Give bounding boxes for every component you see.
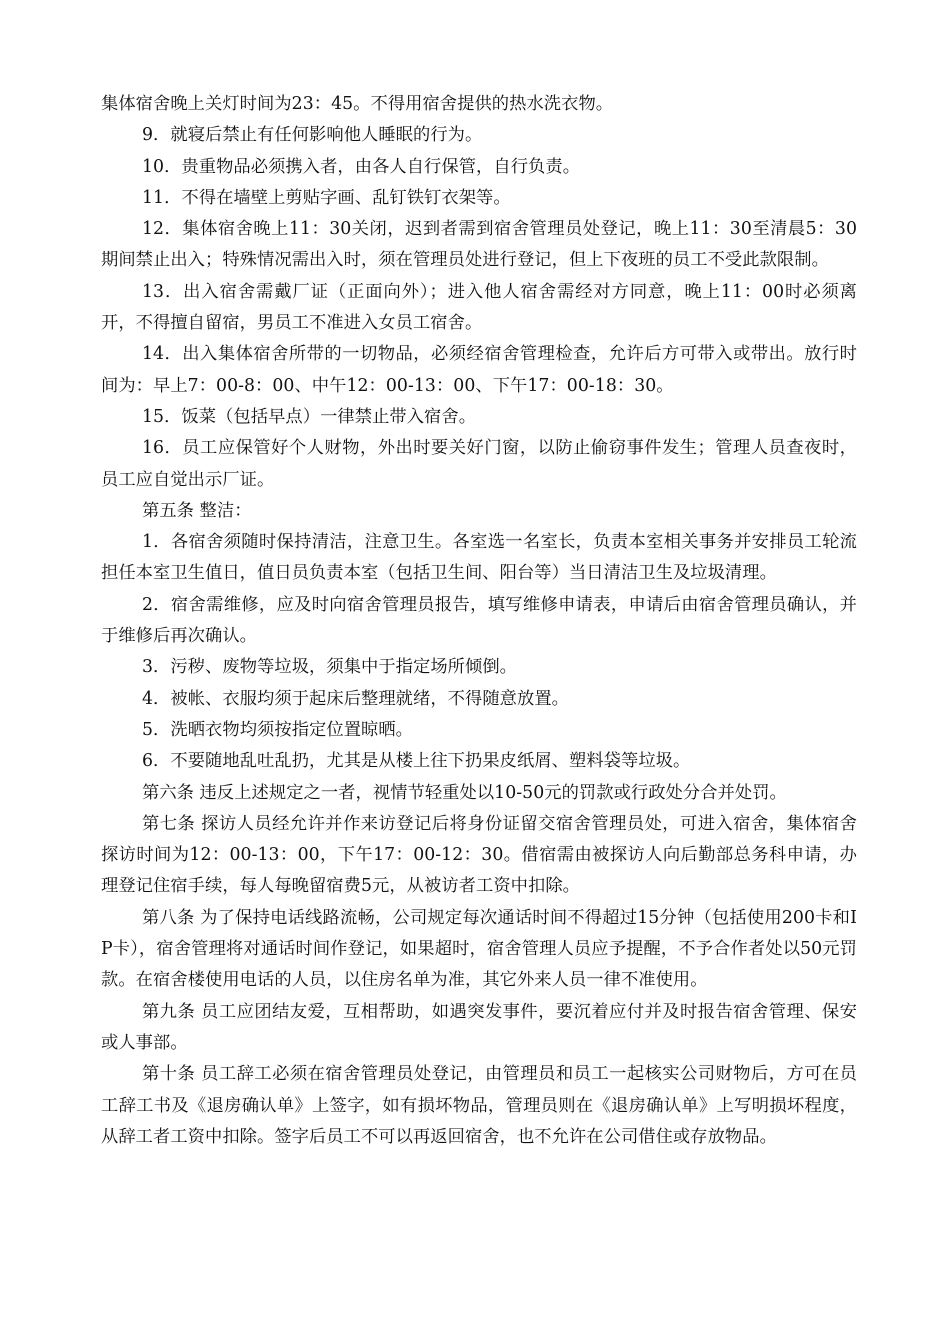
paragraph-article-8: 第八条 为了保持电话线路流畅，公司规定每次通话时间不得超过15分钟（包括使用200卡和IP卡），宿舍管理将对通话时间作登记，如果超时，宿舍管理人员应予提醒，不予合作者处以50元罚款。在宿舍楼使用电话的人员，以住房名单为准，其它外来人员一律不准使用。 (101, 907, 857, 991)
paragraph-cleanliness-4: 4．被帐、衣服均须于起床后整理就绪，不得随意放置。 (142, 688, 569, 709)
paragraph-cleanliness-2: 2．宿舍需维修，应及时向宿舍管理员报告，填写维修申请表，申请后由宿舍管理员确认，并于维修后再次确认。 (101, 594, 857, 647)
paragraph-rule-13: 13．出入宿舍需戴厂证（正面向外）；进入他人宿舍需经对方同意，晚上11：00时必须离开，不得擅自留宿，男员工不准进入女员工宿舍。 (101, 281, 857, 334)
paragraph-rule-10: 10．贵重物品必须携入者，由各人自行保管，自行负责。 (142, 156, 581, 177)
paragraph-article-9: 第九条 员工应团结友爱，互相帮助，如遇突发事件，要沉着应付并及时报告宿舍管理、保安或人事部。 (101, 1001, 857, 1053)
paragraph-cleanliness-6: 6．不要随地乱吐乱扔，尤其是从楼上往下扔果皮纸屑、塑料袋等垃圾。 (142, 751, 691, 772)
paragraph-article-6: 第六条 违反上述规定之一者，视情节轻重处以10-50元的罚款或行政处分合并处罚。 (142, 782, 787, 803)
paragraph-cleanliness-1: 1．各宿舍须随时保持清洁，注意卫生。各室选一名室长，负责本室相关事务并安排员工轮流担任本室卫生值日，值日员负责本室（包括卫生间、阳台等）当日清洁卫生及垃圾清理。 (101, 532, 857, 584)
paragraph-article-10: 第十条 员工辞工必须在宿舍管理员处登记，由管理员和员工一起核实公司财物后，方可在员工辞工书及《退房确认单》上签字，如有损坏物品，管理员则在《退房确认单》上写明损坏程度，从辞工者工资中扣除。签字后员工不可以再返回宿舍，也不允许在公司借住或存放物品。 (101, 1064, 857, 1147)
paragraph-rule-11: 11．不得在墙壁上剪贴字画、乱钉铁钉衣架等。 (142, 187, 511, 208)
paragraph-rule-15: 15．饭菜（包括早点）一律禁止带入宿舍。 (142, 406, 477, 427)
section-heading-article-5: 第五条 整洁： (142, 500, 252, 521)
paragraph-cleanliness-3: 3．污秽、废物等垃圾，须集中于指定场所倾倒。 (142, 657, 518, 678)
paragraph-rule-16: 16．员工应保管好个人财物，外出时要关好门窗，以防止偷窃事件发生；管理人员查夜时，员工应自觉出示厂证。 (101, 438, 857, 490)
paragraph-rule-12: 12．集体宿舍晚上11：30关闭，迟到者需到宿舍管理员处登记，晚上11：30至清晨5：30期间禁止出入；特殊情况需出入时，须在管理员处进行登记，但上下夜班的员工不受此款限制。 (101, 219, 857, 271)
paragraph-cleanliness-5: 5．洗晒衣物均须按指定位置晾晒。 (142, 719, 414, 740)
paragraph-lights-out-rule: 集体宿舍晚上关灯时间为23：45。不得用宿舍提供的热水洗衣物。 (101, 94, 614, 114)
paragraph-rule-14: 14．出入集体宿舍所带的一切物品，必须经宿舍管理检查，允许后方可带入或带出。放行时间为：早上7：00-8：00、中午12：00-13：00、下午17：00-18：30。 (101, 344, 857, 396)
paragraph-article-7: 第七条 探访人员经允许并作来访登记后将身份证留交宿舍管理员处，可进入宿舍，集体宿舍探访时间为12：00-13：00，下午17：00-12：30。借宿需由被探访人向后勤部总务科申请，办理登记住宿手续，每人每晚留宿费5元，从被访者工资中扣除。 (101, 813, 857, 897)
document-body (101, 89, 857, 1153)
paragraph-rule-9: 9．就寝后禁止有任何影响他人睡眠的行为。 (142, 125, 483, 146)
